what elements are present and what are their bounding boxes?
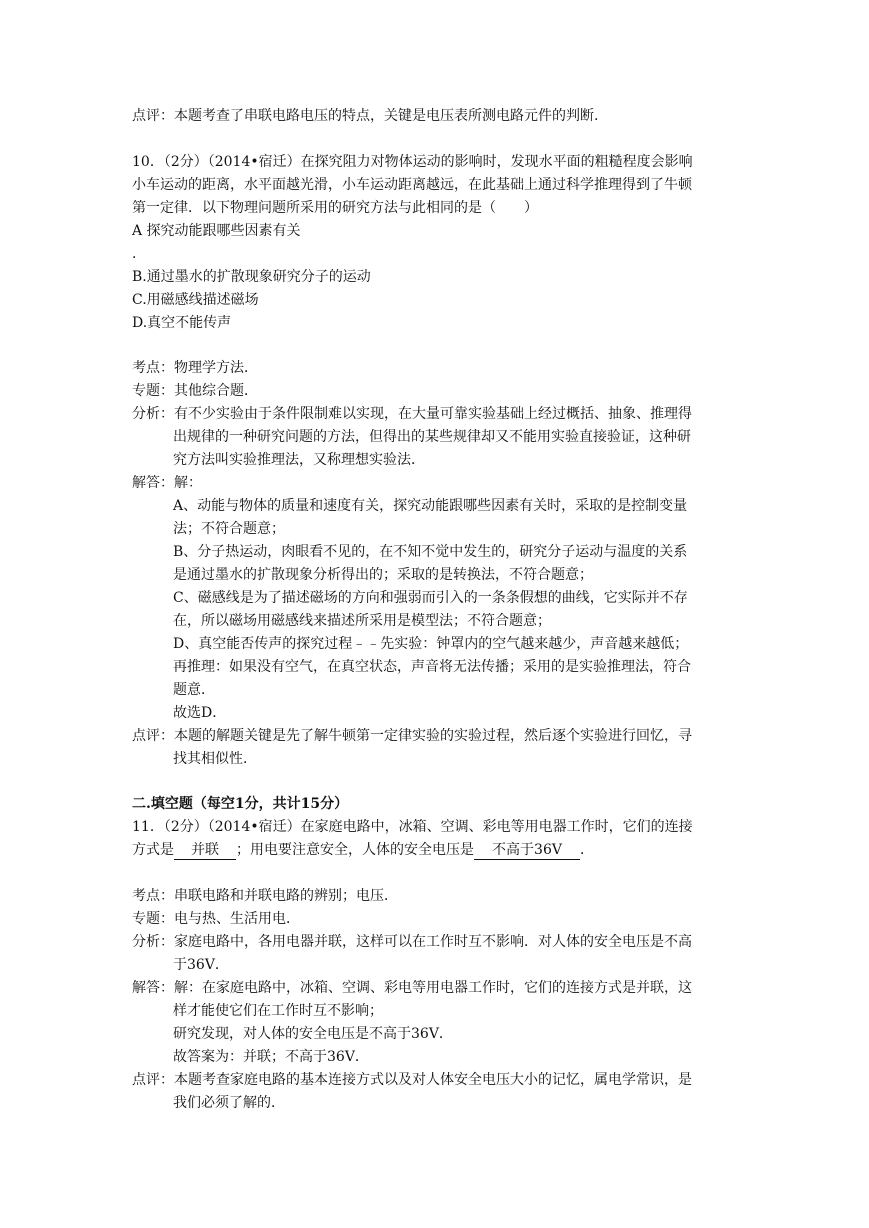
q10-answer-c-line-1: C、磁感线是为了描述磁场的方向和强弱而引入的一条条假想的曲线，它实际并不存	[173, 590, 688, 606]
q10-option-a-dot: .	[132, 246, 137, 262]
q10-answer-d-line-1: D、真空能否传声的探究过程﹣﹣先实验：钟罩内的空气越来越少，声音越来越低；	[173, 636, 689, 652]
q10-dianping-line-1: 点评：本题的解题关键是先了解牛顿第一定律实验的实验过程，然后逐个实验进行回忆，寻	[132, 728, 692, 744]
q11-fenxi-line-2: 于36V．	[173, 957, 229, 973]
q11-zhuanti: 专题：电与热、生活用电．	[132, 911, 300, 927]
section-2-title: 二.填空题（每空1分，共计15分）	[132, 796, 349, 812]
q11-stem-end: ．	[580, 842, 594, 858]
q10-option-b: B.通过墨水的扩散现象研究分子的运动	[132, 269, 371, 285]
q10-dianping-line-2: 找其相似性．	[173, 751, 257, 767]
q10-stem-line-3: 第一定律．以下物理问题所采用的研究方法与此相同的是（ ）	[132, 200, 538, 216]
q11-blank-1: 并联	[174, 841, 236, 860]
q10-answer-a-line-1: A、动能与物体的质量和速度有关，探究动能跟哪些因素有关时，采取的是控制变量	[173, 498, 688, 514]
q11-kaodian: 考点：串联电路和并联电路的辨别；电压．	[132, 888, 398, 904]
q10-kaodian: 考点：物理学方法．	[132, 360, 258, 376]
q11-blank-2: 不高于36V	[474, 841, 580, 860]
q11-stem-prefix: 方式是	[132, 842, 174, 858]
q10-fenxi-line-2: 出规律的一种研究问题的方法，但得出的某些规律却又不能用实验直接验证，这种研	[173, 429, 691, 445]
q9-comment: 点评：本题考查了串联电路电压的特点，关键是电压表所测电路元件的判断.	[132, 108, 599, 124]
q11-jieda-line-3: 研究发现，对人体的安全电压是不高于36V．	[173, 1026, 453, 1042]
q10-answer-b-line-1: B、分子热运动，肉眼看不见的，在不知不觉中发生的，研究分子运动与温度的关系	[173, 544, 688, 560]
q10-answer-d-line-2: 再推理：如果没有空气，在真空状态，声音将无法传播；采用的是实验推理法，符合	[173, 659, 691, 675]
q10-answer-d-line-3: 题意．	[173, 682, 215, 698]
q10-answer-a-line-2: 法；不符合题意；	[173, 521, 285, 537]
q10-answer-b-line-2: 是通过墨水的扩散现象分析得出的；采取的是转换法，不符合题意；	[173, 567, 593, 583]
q11-stem-middle: ；用电要注意安全，人体的安全电压是	[236, 842, 474, 858]
q11-stem-line-1: 11．（2分）（2014•宿迁）在家庭电路中，冰箱、空调、彩电等用电器工作时，它们的连接	[132, 819, 693, 835]
q11-stem-line-2	[132, 840, 594, 860]
q10-stem-line-2: 小车运动的距离，水平面越光滑，小车运动距离越远，在此基础上通过科学推理得到了牛顿	[132, 177, 692, 193]
q10-option-d: D.真空不能传声	[132, 315, 232, 331]
q10-fenxi-line-3: 究方法叫实验推理法，又称理想实验法．	[173, 452, 425, 468]
q11-dianping-line-2: 我们必须了解的．	[173, 1095, 285, 1111]
q11-fenxi-line-1: 分析：家庭电路中，各用电器并联，这样可以在工作时互不影响．对人体的安全电压是不高	[132, 934, 692, 950]
q10-option-c: C.用磁感线描述磁场	[132, 292, 259, 308]
q10-jieda: 解答：解：	[132, 475, 202, 491]
q11-dianping-line-1: 点评：本题考查家庭电路的基本连接方式以及对人体安全电压大小的记忆，属电学常识，是	[132, 1072, 692, 1088]
q10-final-answer: 故选D．	[173, 705, 227, 721]
q10-zhuanti: 专题：其他综合题．	[132, 383, 258, 399]
q10-stem-line-1: 10．（2分）（2014•宿迁）在探究阻力对物体运动的影响时，发现水平面的粗糙程度会影响	[132, 154, 693, 170]
q11-jieda-line-4: 故答案为：并联；不高于36V．	[173, 1049, 369, 1065]
q10-option-a: A 探究动能跟哪些因素有关	[132, 223, 301, 239]
q10-answer-c-line-2: 在，所以磁场用磁感线来描述所采用是模型法；不符合题意；	[173, 613, 551, 629]
q11-jieda-line-1: 解答：解：在家庭电路中，冰箱、空调、彩电等用电器工作时，它们的连接方式是并联，这	[132, 980, 692, 996]
q10-fenxi-line-1: 分析：有不少实验由于条件限制难以实现，在大量可靠实验基础上经过概括、抽象、推理得	[132, 406, 692, 422]
q11-jieda-line-2: 样才能使它们在工作时互不影响；	[173, 1003, 383, 1019]
